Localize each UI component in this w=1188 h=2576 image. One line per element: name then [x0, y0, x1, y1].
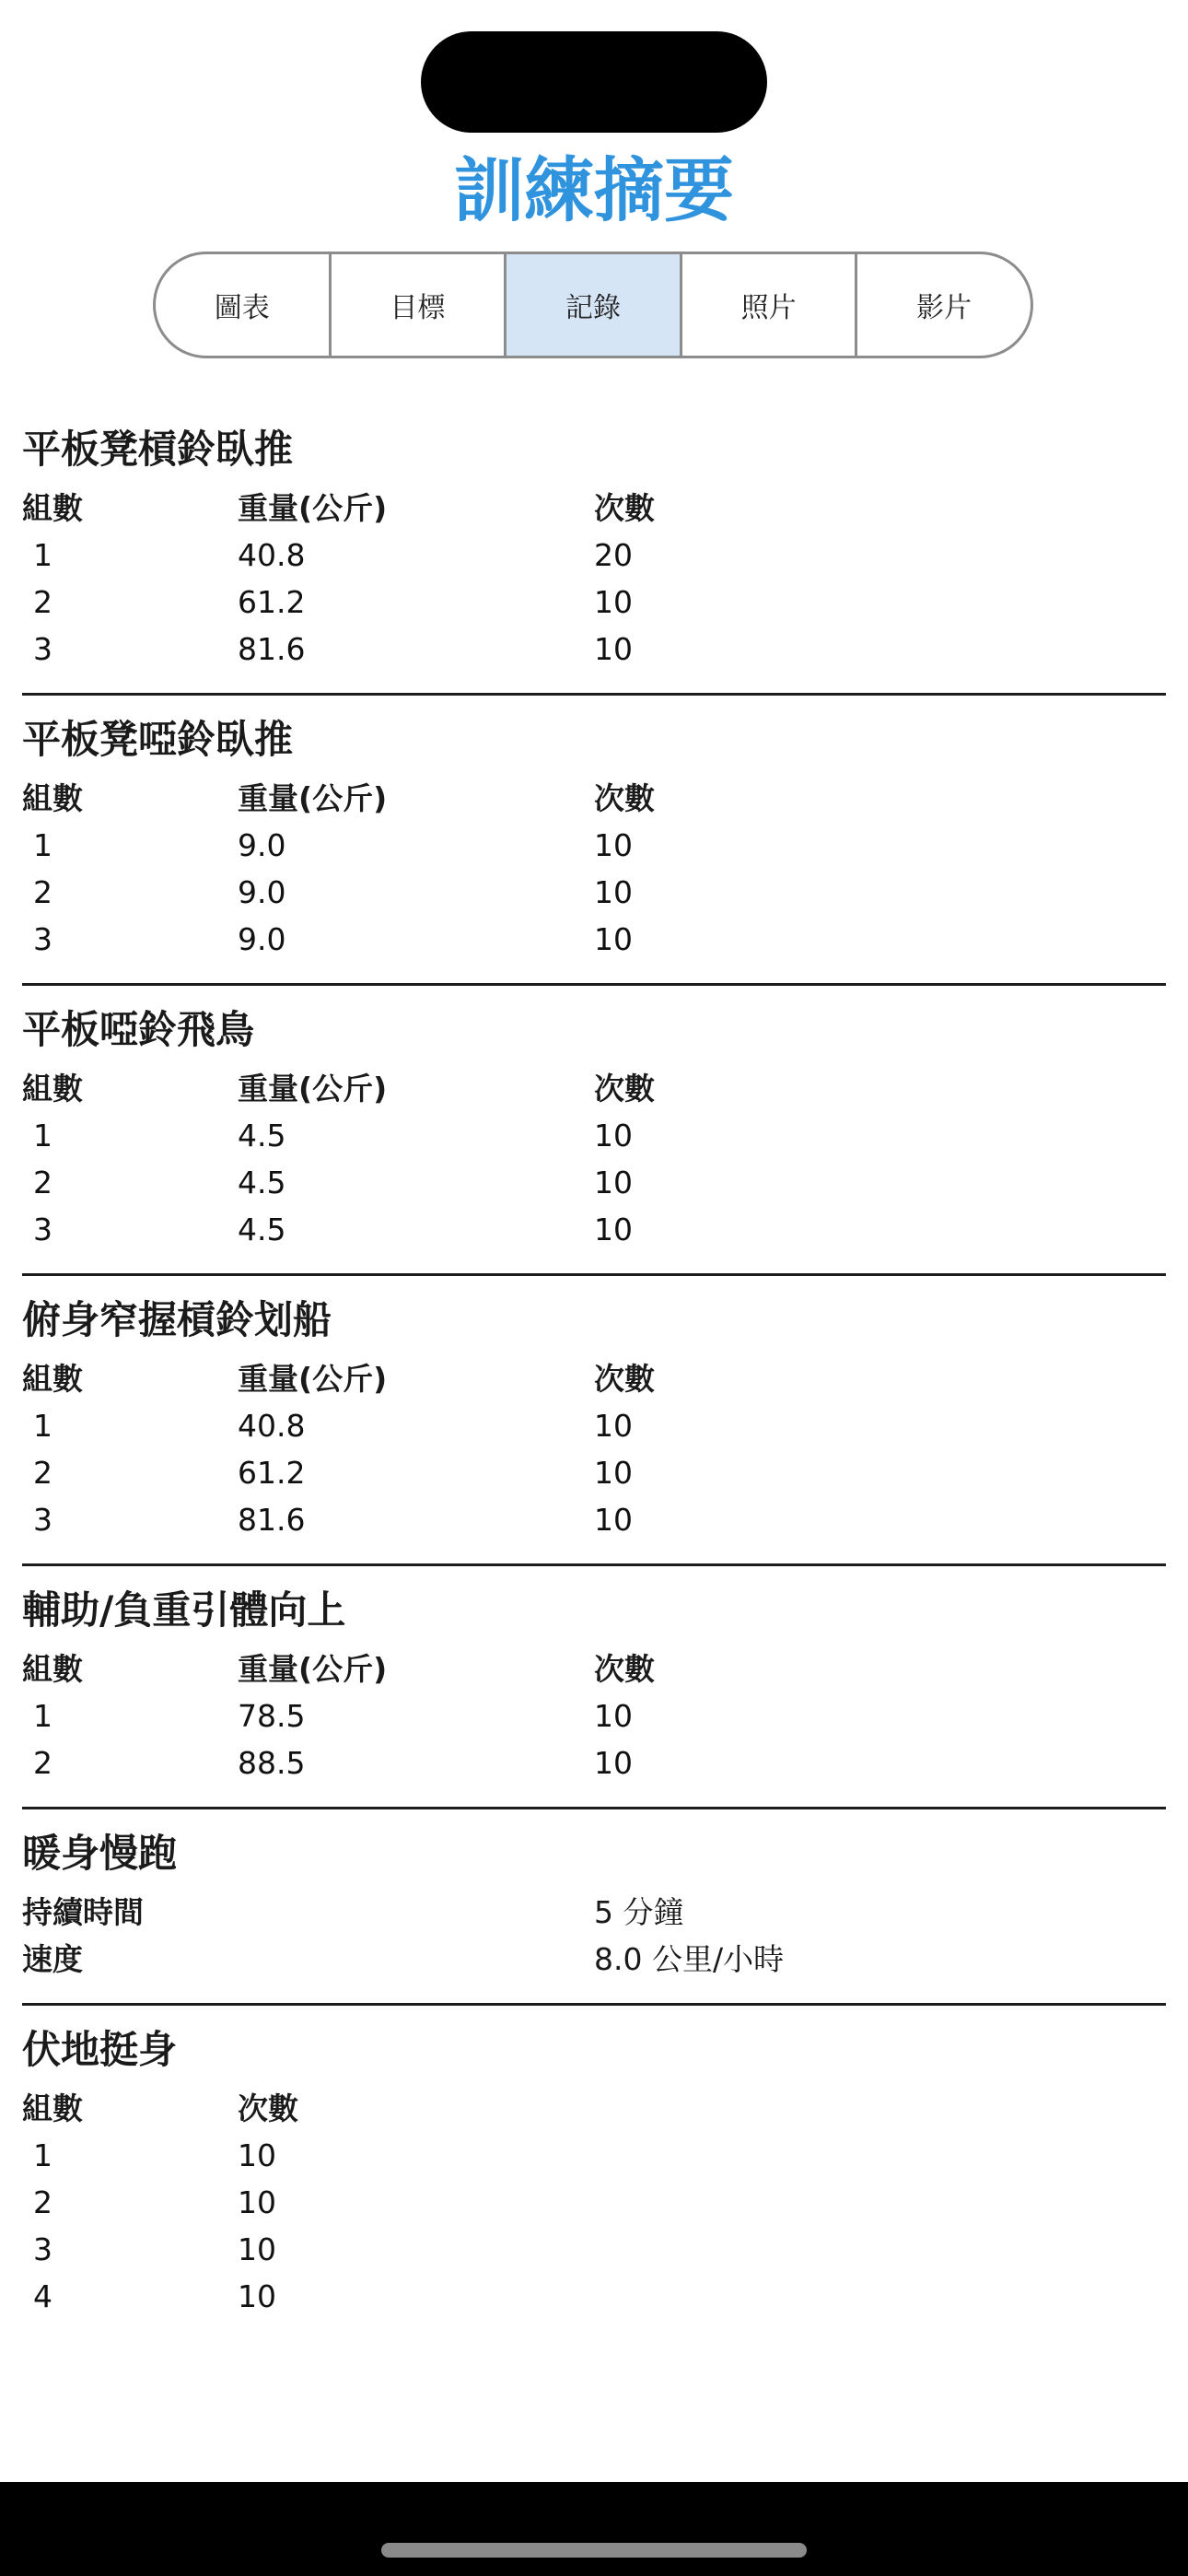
dynamic-island	[421, 31, 767, 133]
set-number: 3	[33, 2231, 52, 2267]
weight-value: 9.0	[238, 827, 286, 863]
table-header	[22, 1645, 1166, 1692]
tab-log[interactable]: 記錄	[507, 254, 682, 356]
duration-value: 5 分鐘	[594, 1894, 684, 1930]
set-number: 1	[33, 1698, 52, 1734]
exercise-section	[22, 705, 1166, 986]
exercise-title: 俯身窄握槓鈴划船	[22, 1297, 332, 1342]
col-sets-header: 組數	[22, 1651, 83, 1687]
exercise-title: 平板凳啞鈴臥推	[22, 717, 294, 762]
set-number: 2	[33, 2184, 52, 2220]
set-number: 2	[33, 584, 52, 620]
page-title: 訓練摘要	[454, 149, 734, 231]
home-bar-area	[0, 2482, 1188, 2576]
weight-value: 88.5	[238, 1745, 306, 1781]
set-number: 3	[33, 1212, 52, 1247]
reps-value: 10	[594, 827, 633, 863]
reps-value: 10	[594, 1212, 633, 1247]
cardio-section	[22, 1819, 1166, 2006]
reps-value: 10	[594, 874, 633, 910]
set-number: 1	[33, 2137, 52, 2173]
col-weight-header: 重量(公斤)	[238, 490, 388, 526]
table-row	[22, 916, 1166, 963]
weight-value: 9.0	[238, 921, 286, 957]
table-row	[22, 2273, 1166, 2320]
weight-value: 4.5	[238, 1118, 286, 1153]
cardio-row	[22, 1936, 1166, 1983]
reps-value: 10	[594, 631, 633, 667]
cardio-row	[22, 1889, 1166, 1936]
table-row	[22, 1159, 1166, 1206]
table-row	[22, 1449, 1166, 1496]
col-sets-header: 組數	[22, 1071, 83, 1107]
col-reps-header: 次數	[594, 490, 655, 526]
weight-value: 81.6	[238, 1502, 306, 1538]
set-number: 3	[33, 1502, 52, 1538]
set-number: 1	[33, 827, 52, 863]
table-header	[22, 1065, 1166, 1112]
col-reps-header: 次數	[594, 1651, 655, 1687]
reps-value: 10	[594, 1698, 633, 1734]
weight-value: 61.2	[238, 584, 306, 620]
duration-label: 持續時間	[22, 1894, 144, 1930]
table-row	[22, 1692, 1166, 1739]
col-weight-header: 重量(公斤)	[238, 780, 388, 816]
tab-photos[interactable]: 照片	[682, 254, 858, 356]
weight-value: 4.5	[238, 1212, 286, 1247]
col-sets-header: 組數	[22, 490, 83, 526]
tab-chart[interactable]: 圖表	[156, 254, 332, 356]
reps-value: 10	[238, 2137, 276, 2173]
exercise-title: 平板啞鈴飛鳥	[22, 1007, 255, 1052]
table-header	[22, 775, 1166, 822]
reps-value: 20	[594, 537, 633, 573]
table-row	[22, 822, 1166, 869]
col-sets-header: 組數	[22, 2090, 83, 2126]
col-reps-header: 次數	[594, 1071, 655, 1107]
col-weight-header: 重量(公斤)	[238, 1651, 388, 1687]
weight-value: 9.0	[238, 874, 286, 910]
col-reps-header: 次數	[238, 2090, 298, 2126]
weight-value: 4.5	[238, 1165, 286, 1200]
table-row	[22, 1402, 1166, 1449]
table-row	[22, 2179, 1166, 2226]
set-number: 3	[33, 631, 52, 667]
table-row	[22, 1496, 1166, 1543]
set-number: 2	[33, 1745, 52, 1781]
speed-value: 8.0 公里/小時	[594, 1941, 785, 1977]
set-number: 2	[33, 1165, 52, 1200]
reps-value: 10	[594, 1165, 633, 1200]
workout-log	[22, 405, 1166, 2320]
col-sets-header: 組數	[22, 1361, 83, 1397]
weight-value: 78.5	[238, 1698, 306, 1734]
segmented-control	[153, 252, 1033, 358]
col-weight-header: 重量(公斤)	[238, 1361, 388, 1397]
col-reps-header: 次數	[594, 1361, 655, 1397]
table-header	[22, 485, 1166, 532]
speed-label: 速度	[22, 1941, 83, 1977]
set-number: 4	[33, 2278, 52, 2314]
table-row	[22, 2226, 1166, 2273]
reps-value: 10	[238, 2184, 276, 2220]
set-number: 1	[33, 1408, 52, 1444]
weight-value: 40.8	[238, 1408, 306, 1444]
table-row	[22, 1112, 1166, 1159]
exercise-section	[22, 415, 1166, 696]
table-header	[22, 2085, 1166, 2132]
table-row	[22, 869, 1166, 916]
set-number: 2	[33, 874, 52, 910]
reps-value: 10	[594, 1118, 633, 1153]
reps-value: 10	[594, 1502, 633, 1538]
reps-value: 10	[594, 1455, 633, 1491]
weight-value: 40.8	[238, 537, 306, 573]
table-row	[22, 579, 1166, 626]
reps-value: 10	[594, 1408, 633, 1444]
reps-value: 10	[238, 2231, 276, 2267]
table-row	[22, 532, 1166, 579]
table-row	[22, 2132, 1166, 2179]
exercise-title: 伏地挺身	[22, 2027, 178, 2072]
home-indicator[interactable]	[381, 2543, 807, 2558]
col-sets-header: 組數	[22, 780, 83, 816]
tab-videos[interactable]: 影片	[916, 292, 973, 324]
exercise-title: 暖身慢跑	[22, 1831, 178, 1876]
table-row	[22, 1739, 1166, 1786]
reps-value: 10	[238, 2278, 276, 2314]
exercise-section	[22, 995, 1166, 1276]
bodyweight-section	[22, 2015, 1166, 2320]
reps-value: 10	[594, 1745, 633, 1781]
reps-value: 10	[594, 921, 633, 957]
set-number: 1	[33, 1118, 52, 1153]
set-number: 3	[33, 921, 52, 957]
weight-value: 81.6	[238, 631, 306, 667]
exercise-title: 平板凳槓鈴臥推	[22, 427, 294, 472]
table-row	[22, 626, 1166, 673]
table-row	[22, 1206, 1166, 1253]
weight-value: 61.2	[238, 1455, 306, 1491]
table-header	[22, 1355, 1166, 1402]
reps-value: 10	[594, 584, 633, 620]
set-number: 1	[33, 537, 52, 573]
col-reps-header: 次數	[594, 780, 655, 816]
tab-goals[interactable]: 目標	[332, 254, 507, 356]
exercise-title: 輔助/負重引體向上	[22, 1587, 346, 1633]
set-number: 2	[33, 1455, 52, 1491]
exercise-section	[22, 1575, 1166, 1809]
exercise-section	[22, 1285, 1166, 1566]
col-weight-header: 重量(公斤)	[238, 1071, 388, 1107]
